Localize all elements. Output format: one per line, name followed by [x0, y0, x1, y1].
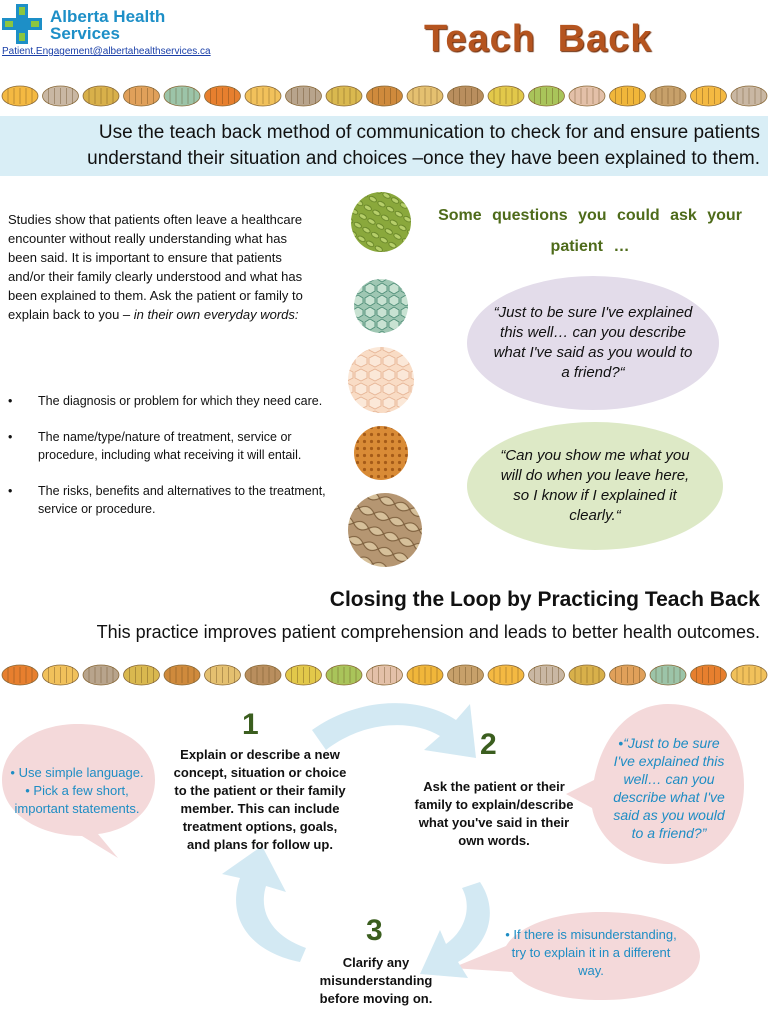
contact-email-link[interactable]: Patient.Engagement@albertahealthservices.ca: [2, 46, 211, 57]
step-1-number: 1: [242, 708, 259, 741]
teal-textured-circle: [354, 279, 408, 333]
note-right-text: •“Just to be sure I've explained this well… can you describe what I've said as you would to a friend?”: [613, 735, 725, 841]
question-bubble-2: [467, 422, 723, 550]
note-left-line-2: • Pick a few short, important statements.: [14, 783, 140, 816]
step-2-text: Ask the patient or their family to explain/describe what you've said in their own words.: [414, 779, 574, 848]
questions-heading-line1: Some questions you could ask your: [438, 207, 742, 224]
orange-textured-circle: [354, 426, 408, 480]
intro-line-1: Use the teach back method of communication to check for and ensure patients: [98, 122, 760, 143]
question-text-1: “Just to be sure I've explained this well… can you describe what I've said as you would to a friend?“: [493, 304, 693, 381]
studies-paragraph: [8, 210, 318, 324]
list-item: [8, 428, 328, 464]
step-3-number: 3: [366, 914, 383, 947]
question-bubble-1: [467, 276, 719, 410]
explain-back-list: [8, 392, 328, 536]
list-item: [8, 392, 328, 410]
intro-statement: [0, 120, 760, 172]
closing-heading: Closing the Loop by Practicing Teach Back: [329, 588, 760, 611]
page-title: Teach Back: [424, 18, 653, 60]
decorative-bead-border-middle: [0, 661, 768, 689]
list-item-text: The diagnosis or problem for which they need care.: [38, 394, 323, 408]
green-textured-circle: [351, 192, 411, 252]
step-2-number: 2: [480, 728, 497, 761]
intro-line-2: understand their situation and choices –once they have been explained to them.: [87, 148, 760, 169]
step-3-text: Clarify any misunderstanding before moving on.: [319, 955, 433, 1006]
peach-textured-circle: [348, 347, 414, 413]
note-bottom-text: • If there is misunderstanding, try to explain it in a different way.: [505, 927, 677, 978]
studies-text: Studies show that patients often leave a healthcare encounter without really understanding what has been said. It is important to ensure that patients and/or their family clearly understood and what has been explained to them. Ask the patient or family to explain back to you –: [8, 212, 303, 322]
org-name-line2: Services: [50, 24, 120, 43]
list-item: [8, 482, 328, 518]
decorative-circles-column: [340, 186, 430, 576]
closing-subheading: This practice improves patient comprehension and leads to better health outcomes.: [96, 622, 760, 642]
questions-heading-line2: patient …: [550, 238, 630, 255]
note-left-line-1: • Use simple language.: [10, 765, 144, 780]
list-item-text: The name/type/nature of treatment, service or procedure, including what receiving it will entail.: [38, 430, 302, 462]
questions-heading: [430, 200, 750, 262]
note-left-text: [4, 764, 150, 818]
list-item-text: The risks, benefits and alternatives to the treatment, service or procedure.: [38, 484, 326, 516]
bullet-glyph: •: [8, 430, 13, 444]
bullet-glyph: •: [8, 394, 13, 408]
organization-name: [50, 8, 165, 42]
brown-textured-circle: [348, 493, 422, 567]
step-1-text: Explain or describe a new concept, situation or choice to the patient or their family member. This can include treatment options, goals, and plans for follow up.: [173, 747, 347, 852]
question-text-2: “Can you show me what you will do when you leave here, so I know if I explained it clearly.“: [500, 447, 690, 524]
bullet-glyph: •: [8, 484, 13, 498]
studies-emphasis: in their own everyday words:: [133, 307, 299, 322]
alberta-health-logo-icon: [2, 4, 42, 44]
arrow-step3-to-step1: [222, 846, 306, 962]
decorative-bead-border-top: [0, 82, 768, 110]
org-name-line1: Alberta Health: [50, 7, 166, 26]
